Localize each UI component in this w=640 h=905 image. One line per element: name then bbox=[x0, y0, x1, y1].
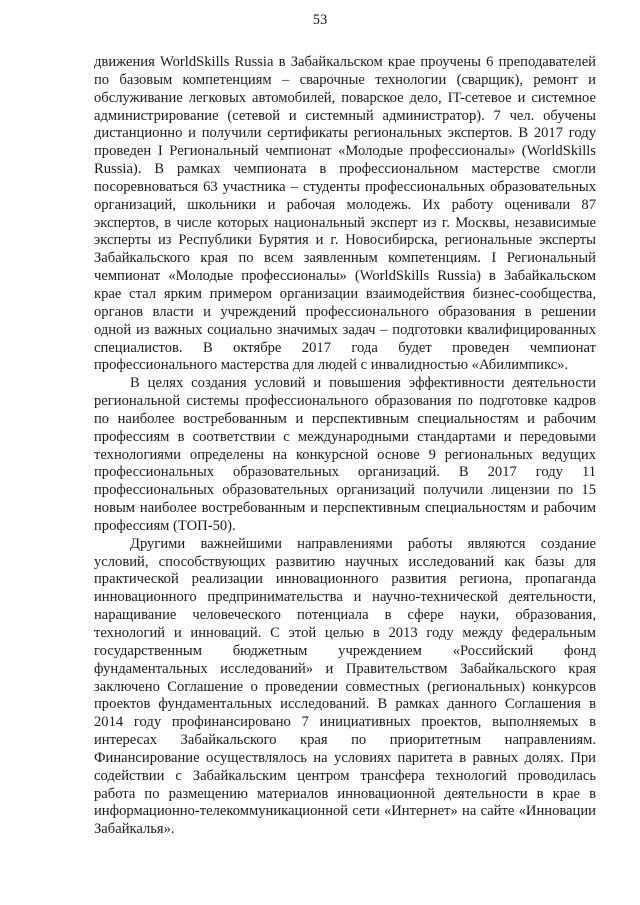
body-text bbox=[94, 54, 596, 839]
page-number: 53 bbox=[312, 12, 328, 28]
paragraph-science-innovation: Другими важнейшими направлениями работы являются создание условий, способствующих развитию научных исследований как базы для практической реализации инновационного развития региона, пропаганда инновационного предпринимательства и научно-технической деятельности, наращивание человеческого потенциала в сфере науки, образования, технологий и инноваций. С этой целью в 2013 году между федеральным государственным бюджетным учреждением «Российский фонд фундаментальных исследований» и Правительством Забайкальского края заключено Соглашение о проведении совместных (региональных) конкурсов проектов фундаментальных исследований. В рамках данного Соглашения в 2014 году профинансировано 7 инициативных проектов, выполняемых в интересах Забайкальского края по приоритетным направлениям. Финансирование осуществлялось на условиях паритета в равных долях. При содействии с Забайкальским центром трансфера технологий проводилась работа по размещению материалов инновационной деятельности в крае в информационно-телекоммуникационной сети «Интернет» на сайте «Инновации Забайкалья». bbox=[94, 535, 596, 838]
paragraph-worldskills: движения WorldSkills Russia в Забайкальском крае проучены 6 преподавателей по базовым компетенциям – сварочные технологии (сварщик), ремонт и обслуживание легковых автомобилей, поварское дело, IT-сетевое и системное администрирование (сетевой и системный администратор). 7 чел. обучены дистанционно и получили сертификаты региональных экспертов. В 2017 году проведен I Региональный чемпионат «Молодые профессионалы» (WorldSkills Russia). В рамках чемпионата в профессиональном мастерстве смогли посоревноваться 63 участника – студенты профессиональных образовательных организаций, школьники и рабочая молодежь. Их работу оценивали 87 экспертов, в числе которых национальный эксперт из г. Москвы, независимые эксперты из Республики Бурятия и г. Новосибирска, региональные эксперты Забайкальского края по всем заявленным компетенциям. I Региональный чемпионат «Молодые профессионалы» (WorldSkills Russia) в Забайкальском крае стал ярким примером организации взаимодействия бизнес-сообщества, органов власти и учреждений профессионального образования в решении одной из важных социально значимых задач – подготовки квалифицированных специалистов. В октябре 2017 года будет проведен чемпионат профессионального мастерства для людей с инвалидностью «Абилимпикс». bbox=[94, 54, 596, 374]
paragraph-regional-education-system: В целях создания условий и повышения эффективности деятельности региональной системы профессионального образования по подготовке кадров по наиболее востребованным и перспективным специальностям и рабочим профессиям в соответствии с международными стандартами и передовыми технологиями определены на конкурсной основе 9 региональных ведущих профессиональных образовательных организаций. В 2017 году 11 профессиональных образовательных организаций получили лицензии по 15 новым наиболее востребованным и перспективным специальностям и рабочим профессиям (ТОП-50). bbox=[94, 375, 596, 534]
